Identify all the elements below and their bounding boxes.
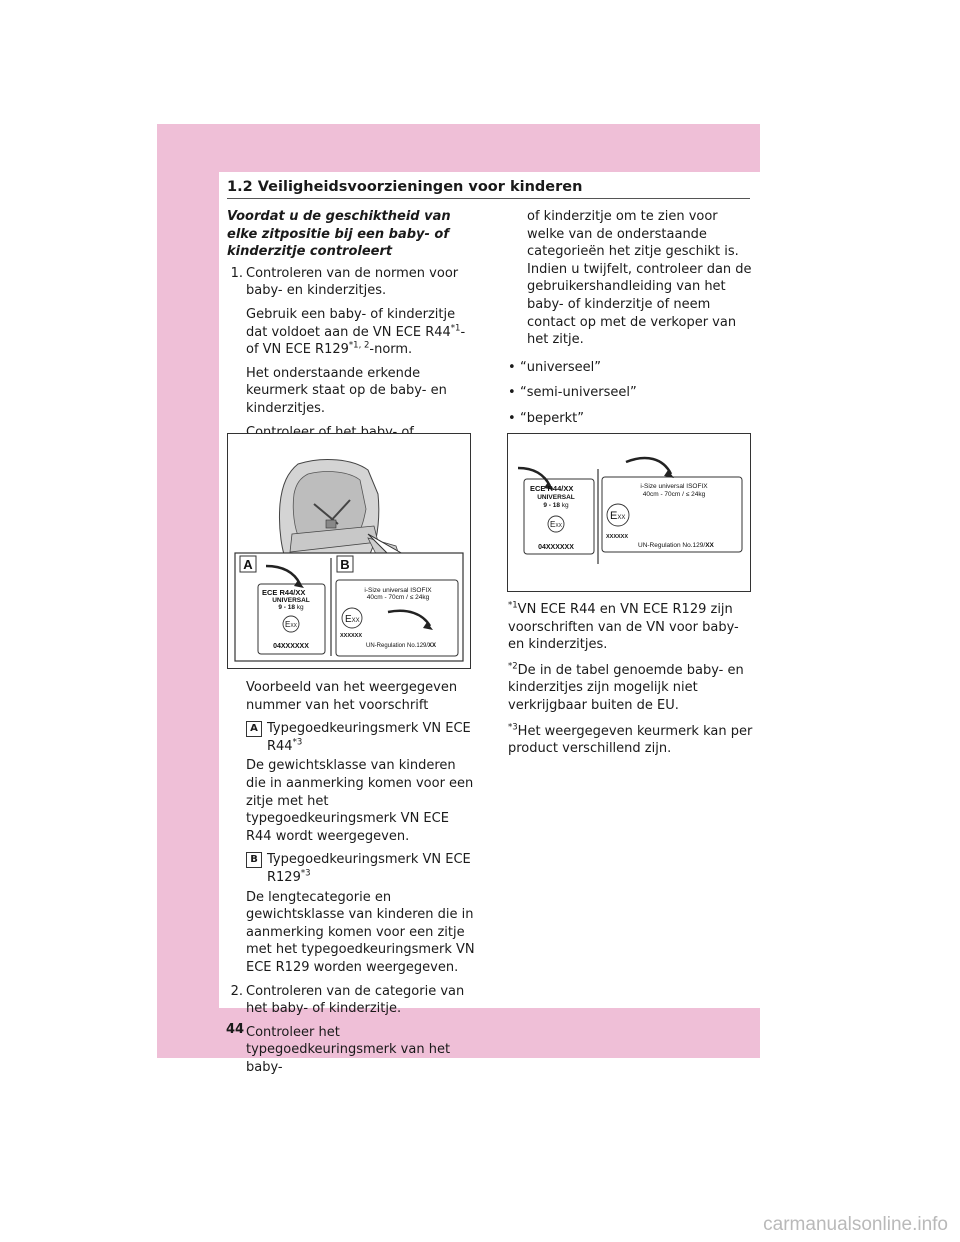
category-bullet: • “universeel” <box>508 359 601 375</box>
figure-badge-b: B <box>340 557 350 572</box>
svg-text:UNIVERSAL: UNIVERSAL <box>537 494 575 501</box>
step-2 <box>227 983 475 1018</box>
footnotes <box>508 601 754 766</box>
svg-text:EXX: EXX <box>610 510 626 522</box>
svg-text:04XXXXXX: 04XXXXXX <box>273 643 309 650</box>
svg-text:ECE R44/XX: ECE R44/XX <box>262 588 306 597</box>
svg-text:ECE R44/XX: ECE R44/XX <box>530 484 574 493</box>
subheading: Voordat u de geschiktheid van elke zitpositie bij een baby- of kinderzitje controleert <box>227 209 451 260</box>
seat-illustration <box>228 434 470 668</box>
step-1 <box>227 265 475 300</box>
figure-caption: Voorbeeld van het weergegeven nummer van het voorschrift <box>246 680 458 713</box>
category-bullet: • “beperkt” <box>508 410 584 426</box>
page-number: 44 <box>226 1022 245 1037</box>
right-column <box>508 208 754 461</box>
footnote-3: $^{*3}$Het weergegeven keurmerk kan per product verschillend zijn. <box>508 722 753 757</box>
step-1-paragraph-1: Gebruik een baby- of kinderzitje dat voldoet aan de VN ECE R44$^{*1}$- of VN ECE R129$^{*1, 2}$-norm. <box>246 306 466 358</box>
svg-text:EXX: EXX <box>285 620 298 629</box>
svg-text:40cm - 70cm / ≤ 24kg: 40cm - 70cm / ≤ 24kg <box>642 491 706 498</box>
category-bullet: • “semi-universeel” <box>508 385 637 401</box>
left-column-lower <box>227 679 475 1076</box>
step-2-title: Controleren van de categorie van het baby- of kinderzitje. <box>246 983 465 1017</box>
sidebar-tab <box>157 124 219 1058</box>
item-b <box>227 851 475 886</box>
figure-approval-labels <box>507 433 751 592</box>
svg-text:9 - 18 kg: 9 - 18 kg <box>278 604 304 611</box>
svg-text:XXXXXX: XXXXXX <box>606 534 629 540</box>
svg-text:40cm - 70cm / ≤ 24kg: 40cm - 70cm / ≤ 24kg <box>366 594 430 601</box>
step-1-number: 1. <box>230 265 243 281</box>
badge-b: B <box>246 852 262 868</box>
svg-text:EXX: EXX <box>345 614 360 625</box>
top-margin-band <box>219 124 760 172</box>
item-a-title: Typegoedkeuringsmerk VN ECE R44$^{*3}$ <box>267 721 471 754</box>
svg-text:EXX: EXX <box>550 520 563 529</box>
item-a <box>227 720 475 755</box>
continuation-paragraph: of kinderzitje om te zien voor welke van de onderstaande categorieën het zitje geschikt is. Indien u twijfelt, controleer dan de gebruikershandleiding van het baby- of kinderzitje of neem contact op met de verkoper van het zitje. <box>527 209 752 348</box>
item-b-title: Typegoedkeuringsmerk VN ECE R129$^{*3}$ <box>267 852 471 885</box>
step-2-number: 2. <box>230 983 243 999</box>
section-title: 1.2 Veiligheidsvoorzieningen voor kinderen <box>227 179 750 199</box>
item-a-description: De gewichtsklasse van kinderen die in aanmerking komen voor een zitje met het typegoedkeuringsmerk VN ECE R44 wordt weergegeven. <box>246 758 474 844</box>
step-1-paragraph-2: Het onderstaande erkende keurmerk staat op de baby- en kinderzitjes. <box>246 365 447 416</box>
svg-text:UN-Regulation No.129/XX: UN-Regulation No.129/XX <box>638 542 714 549</box>
svg-text:i-Size universal ISOFIX: i-Size universal ISOFIX <box>364 587 432 594</box>
step-1-title: Controleren van de normen voor baby- en kinderzitjes. <box>246 265 459 299</box>
svg-text:04XXXXXX: 04XXXXXX <box>538 544 574 551</box>
svg-text:XXXXXX: XXXXXX <box>340 633 363 639</box>
step-2-paragraph-1: Controleer het typegoedkeuringsmerk van het baby- <box>246 1024 451 1075</box>
svg-text:UNIVERSAL: UNIVERSAL <box>272 597 310 604</box>
svg-text:9 - 18 kg: 9 - 18 kg <box>543 502 569 509</box>
figure-seat-labels <box>227 433 471 669</box>
badge-a: A <box>246 721 262 737</box>
labels-illustration <box>508 434 750 591</box>
item-b-description: De lengtecategorie en gewichtsklasse van kinderen die in aanmerking komen voor een zitje met het typegoedkeuringsmerk VN ECE R129 worden weergegeven. <box>246 889 475 975</box>
svg-text:UN-Regulation No.129/XX: UN-Regulation No.129/XX <box>366 643 437 649</box>
svg-text:i-Size universal ISOFIX: i-Size universal ISOFIX <box>640 483 708 490</box>
footnote-1: $^{*1}$VN ECE R44 en VN ECE R129 zijn voorschriften van de VN voor baby- en kinderzitjes. <box>508 600 739 653</box>
watermark: carmanualsonline.info <box>763 1214 948 1235</box>
figure-badge-a: A <box>243 557 253 572</box>
footnote-2: $^{*2}$De in de tabel genoemde baby- en kinderzitjes zijn mogelijk niet verkrijgbaar buiten de EU. <box>508 661 744 713</box>
